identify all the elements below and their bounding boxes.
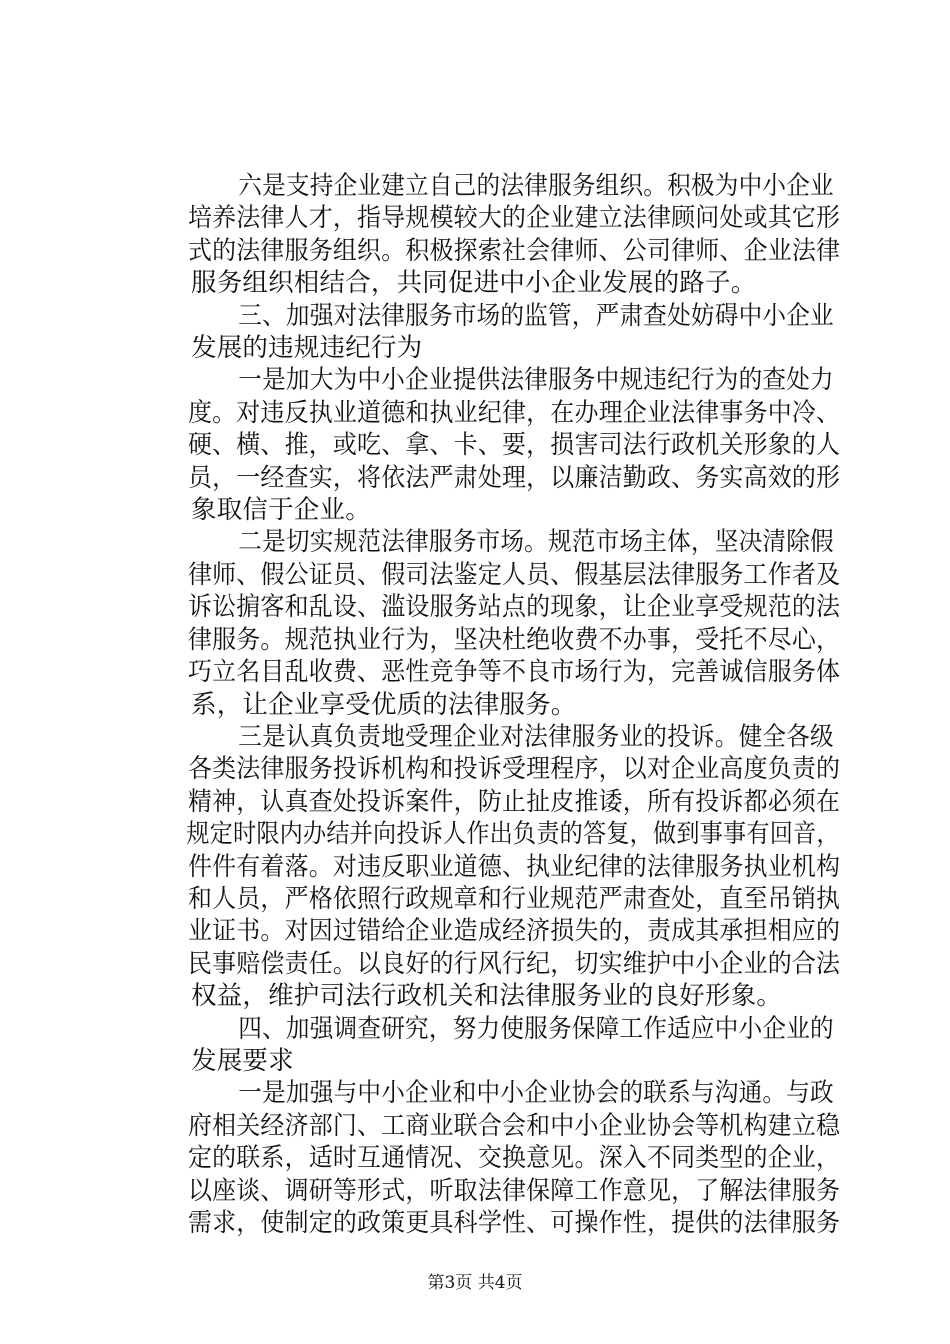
text-line: 发展的违规违纪行为 xyxy=(191,333,423,364)
text-line: 六是支持企业建立自己的法律服务组织。积极为中小企业 xyxy=(238,171,834,201)
text-line: 民事赔偿责任。以良好的行风行纪，切实维护中小企业的合法 xyxy=(187,948,841,979)
text-line: 二是切实规范法律服务市场。规范市场主体，坚决清除假 xyxy=(238,527,834,558)
text-line: 精神，认真查处投诉案件，防止扯皮推诿，所有投诉都必须在 xyxy=(187,786,841,817)
paragraph-strengthen-investigation xyxy=(140,364,840,526)
text-line: 四、加强调查研究，努力使服务保障工作适应中小企业的 xyxy=(238,1013,834,1044)
text-line: 以座谈、调研等形式，听取法律保障工作意见，了解法律服务 xyxy=(187,1175,841,1206)
text-line: 一是加强与中小企业和中小企业协会的联系与沟通。与政 xyxy=(238,1078,834,1109)
text-line: 系，让企业享受优质的法律服务。 xyxy=(191,689,577,720)
text-line: 巧立名目乱收费、恶性竞争等不良市场行为，完善诚信服务体 xyxy=(187,657,841,688)
paragraph-handle-complaints xyxy=(140,721,840,1013)
document-body xyxy=(140,170,840,1239)
text-line: 定的联系，适时互通情况、交换意见。深入不同类型的企业， xyxy=(187,1143,841,1174)
text-line: 服务组织相结合，共同促进中小企业发展的路子。 xyxy=(191,268,757,299)
text-line: 件件有着落。对违反职业道德、执业纪律的法律服务执业机构 xyxy=(187,851,841,882)
text-line: 需求，使制定的政策更具科学性、可操作性，提供的法律服务 xyxy=(187,1208,841,1238)
paragraph-strengthen-communication xyxy=(140,1077,840,1239)
text-line: 诉讼掮客和乱设、滥设服务站点的现象，让企业享受规范的法 xyxy=(187,592,841,623)
section-heading-three xyxy=(140,300,840,365)
text-line: 三是认真负责地受理企业对法律服务业的投诉。健全各级 xyxy=(238,721,834,752)
text-line: 律服务。规范执业行为，坚决杜绝收费不办事，受托不尽心， xyxy=(187,624,841,655)
text-line: 律师、假公证员、假司法鉴定人员、假基层法律服务工作者及 xyxy=(187,559,841,590)
text-line: 一是加大为中小企业提供法律服务中规违纪行为的查处力 xyxy=(238,365,834,396)
text-line: 象取信于企业。 xyxy=(191,495,371,526)
paragraph-regulate-market xyxy=(140,526,840,720)
text-line: 权益，维护司法行政机关和法律服务业的良好形象。 xyxy=(191,981,783,1012)
text-line: 府相关经济部门、工商业联合会和中小企业协会等机构建立稳 xyxy=(187,1110,841,1141)
text-line: 和人员，严格依照行政规章和行业规范严肃查处，直至吊销执 xyxy=(187,883,841,914)
text-line: 三、加强对法律服务市场的监管，严肃查处妨碍中小企业 xyxy=(238,300,834,331)
text-line: 培养法律人才，指导规模较大的企业建立法律顾问处或其它形 xyxy=(187,203,841,234)
text-line: 各类法律服务投诉机构和投诉受理程序，以对企业高度负责的 xyxy=(187,754,841,785)
page-number-footer: 第3页 共4页 xyxy=(427,1273,523,1293)
section-heading-four xyxy=(140,1013,840,1078)
text-line: 发展要求 xyxy=(191,1045,294,1076)
text-line: 硬、横、推，或吃、拿、卡、要，损害司法行政机关形象的人 xyxy=(187,430,841,461)
text-line: 业证书。对因过错给企业造成经济损失的，责成其承担相应的 xyxy=(187,916,841,947)
paragraph-support-legal-organizations xyxy=(140,170,840,300)
text-line: 式的法律服务组织。积极探索社会律师、公司律师、企业法律 xyxy=(187,235,841,266)
text-line: 度。对违反执业道德和执业纪律，在办理企业法律事务中冷、 xyxy=(187,397,841,428)
text-line: 员，一经查实，将依法严肃处理，以廉洁勤政、务实高效的形 xyxy=(187,462,841,493)
text-line: 规定时限内办结并向投诉人作出负责的答复，做到事事有回音， xyxy=(186,819,840,850)
